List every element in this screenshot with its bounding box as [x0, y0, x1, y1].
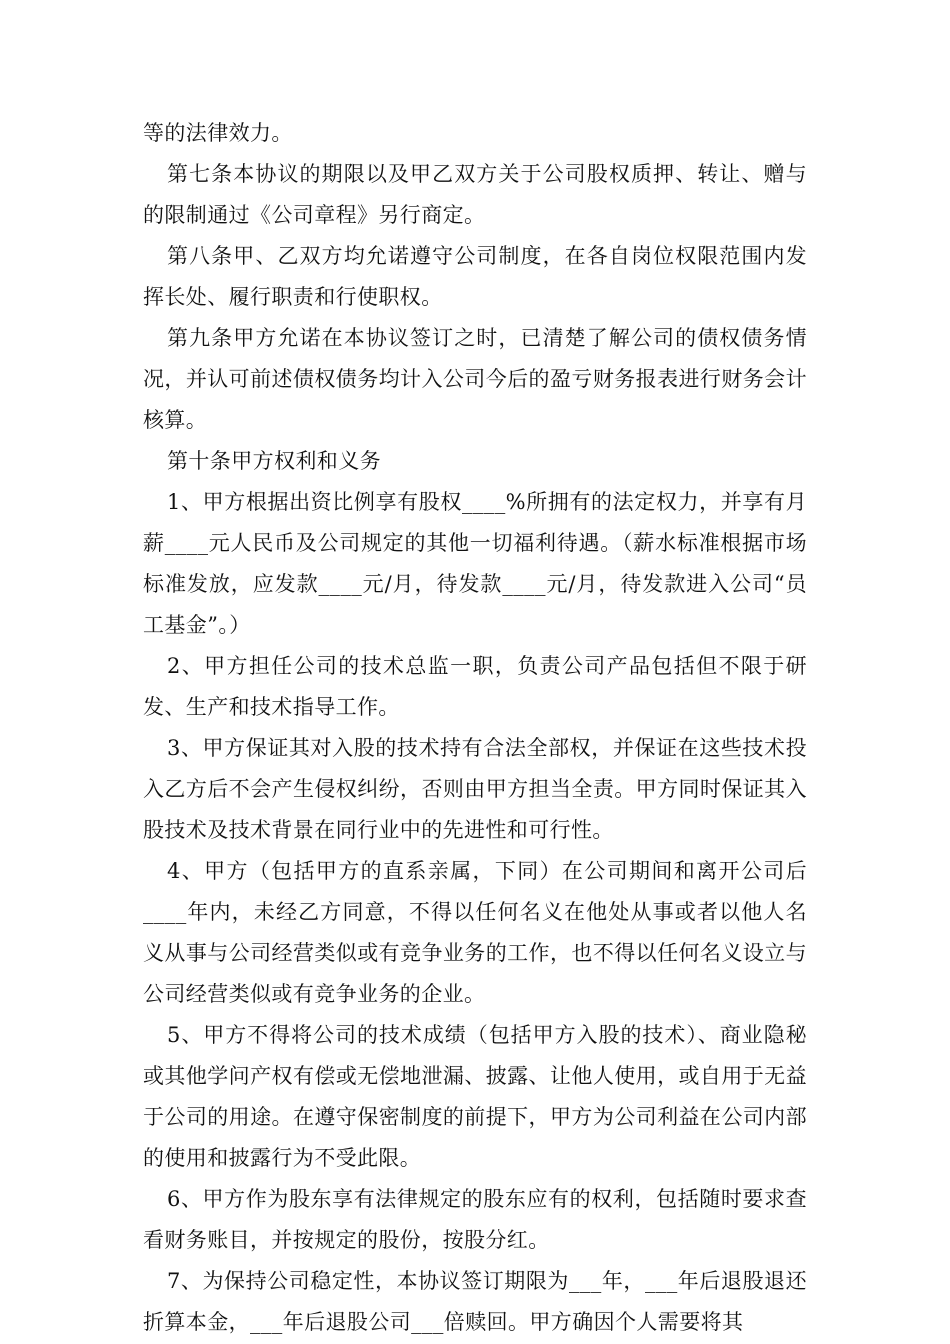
paragraph-legal-effect: 等的法律效力。	[143, 121, 293, 145]
paragraph-item-7: 7、为保持公司稳定性，本协议签订期限为___年，___年后退股退还折算本金，___年后退股公司___倍赎回。甲方确因个人需要将其	[143, 1269, 807, 1334]
paragraph-item-2: 2、甲方担任公司的技术总监一职，负责公司产品包括但不限于研发、生产和技术指导工作。	[143, 654, 807, 719]
paragraph-article-7: 第七条本协议的期限以及甲乙双方关于公司股权质押、转让、赠与的限制通过《公司章程》另行商定。	[143, 162, 807, 227]
paragraph-item-6: 6、甲方作为股东享有法律规定的股东应有的权利，包括随时要求查看财务账目，并按规定的股份，按股分红。	[143, 1187, 807, 1252]
document-body	[143, 113, 807, 1343]
paragraph-item-1: 1、甲方根据出资比例享有股权____%所拥有的法定权力，并享有月薪____元人民币及公司规定的其他一切福利待遇。（薪水标准根据市场标准发放，应发款____元/月，待发款____元/月，待发款进入公司“员工基金”。）	[143, 490, 807, 637]
paragraph-article-9: 第九条甲方允诺在本协议签订之时，已清楚了解公司的债权债务情况，并认可前述债权债务均计入公司今后的盈亏财务报表进行财务会计核算。	[143, 326, 807, 432]
paragraph-article-10-heading: 第十条甲方权利和义务	[167, 449, 381, 473]
paragraph-item-3: 3、甲方保证其对入股的技术持有合法全部权，并保证在这些技术投入乙方后不会产生侵权纠纷，否则由甲方担当全责。甲方同时保证其入股技术及技术背景在同行业中的先进性和可行性。	[143, 736, 807, 842]
paragraph-item-5: 5、甲方不得将公司的技术成绩（包括甲方入股的技术）、商业隐秘或其他学问产权有偿或无偿地泄漏、披露、让他人使用，或自用于无益于公司的用途。在遵守保密制度的前提下，甲方为公司利益在公司内部的使用和披露行为不受此限。	[143, 1023, 807, 1170]
paragraph-item-4: 4、甲方（包括甲方的直系亲属，下同）在公司期间和离开公司后____年内，未经乙方同意，不得以任何名义在他处从事或者以他人名义从事与公司经营类似或有竞争业务的工作，也不得以任何名义设立与公司经营类似或有竞争业务的企业。	[143, 859, 807, 1006]
paragraph-article-8: 第八条甲、乙双方均允诺遵守公司制度，在各自岗位权限范围内发挥长处、履行职责和行使职权。	[143, 244, 807, 309]
